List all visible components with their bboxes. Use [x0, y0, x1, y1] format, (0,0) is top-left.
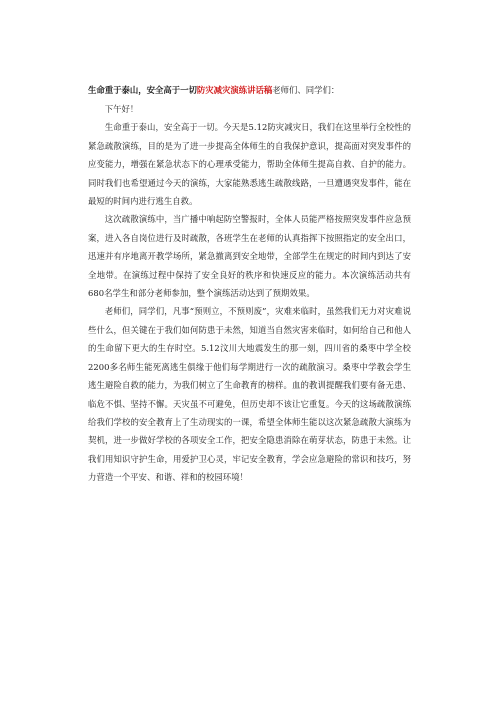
title-highlight-text: 防灾减灾演练讲话稿	[196, 85, 273, 95]
paragraph-1: 生命重于泰山，安全高于一切。今天是5.12防灾减灾日，我们在这里举行全校性的紧急疏散演练，目的是为了进一步提高全体师生的自我保护意识，提高面对突发事件的应变能力，增强在紧急状态下的心理承受能力，帮助全体师生提高自救、自护的能力。同时我们也希望通过今天的演练，大家能熟悉逃生疏散线路，一旦遭遇突发事件，能在最短的时间内进行逃生自救。	[88, 122, 411, 207]
title-salutation: 老师们、同学们：	[272, 85, 340, 95]
document-body	[88, 83, 411, 487]
title-bold-text: 生命重于泰山，安全高于一切	[88, 85, 197, 95]
greeting: 下午好！	[104, 104, 139, 114]
paragraph-2: 这次疏散演练中，当广播中响起防空警报时，全体人员能严格按照突发事件应急预案，进入各自岗位进行及时疏散，各班学生在老师的认真指挥下按照指定的安全出口，迅速并有序地离开教学场所，紧急撤离到安全地带，全部学生在规定的时间内到达了安全地带。在演练过程中保持了安全良好的秩序和快速反应的能力。本次演练活动共有680名学生和部分老师参加，整个演练活动达到了预期效果。	[88, 214, 411, 299]
paragraph-3: 老师们，同学们，凡事“预则立，不预则废”，灾难来临时，虽然我们无力对灾难说些什么，但关键在于我们如何防患于未然，知道当自然灾害来临时，如何给自己和他人的生命留下更大的生存时空。5.12汶川大地震发生的那一刻，四川省的桑枣中学全校2200多名师生能死离逃生俱缘于他们每学期进行一次的疏散演习。桑枣中学教会学生逃生避险自救的能力，为我们树立了生命教育的榜样。血的教训提醒我们要有备无患、临危不惧、坚持不懈。天灾虽不可避免，但历史却不该让它重复。今天的这场疏散演练给我们学校的安全教育上了生动现实的一课，希望全体师生能以这次紧急疏散大演练为契机，进一步做好学校的各项安全工作，把安全隐患消除在萌芽状态，防患于未然。让我们用知识守护生命，用爱护卫心灵，牢记安全教育，学会应急避险的常识和技巧，努力营造一个平安、和谐、祥和的校园环境！	[88, 306, 411, 483]
document-title	[88, 83, 411, 98]
